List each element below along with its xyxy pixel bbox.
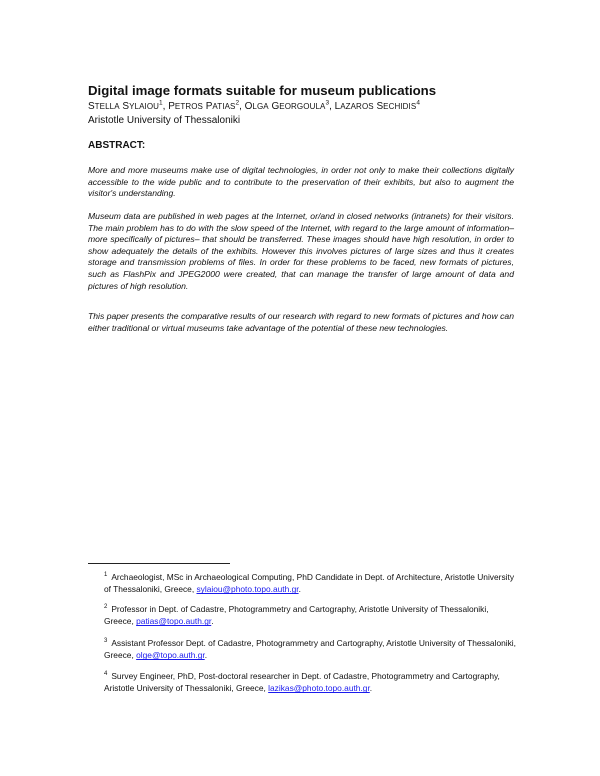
author-4: LAZAROS SECHIDIS$^4$ <box>334 99 420 112</box>
footnote-text: Archaeologist, MSc in Archaeological Computing, PhD Candidate in Dept. of Architecture, Aristotle University of Thessaloniki, Greece, <box>104 572 515 595</box>
author-3: OLGA GEORGOULA$^3$ <box>244 99 330 112</box>
abstract-paragraph: More and more museums make use of digital technologies, in order not only to make their collections digitally accessible to the wide public and to contribute to the preservation of their exhibits, but also to augment the visitor's understanding. <box>88 165 514 199</box>
footnote-text: Professor in Dept. of Cadastre, Photogrammetry and Cartography, Aristotle University of Thessaloniki, Greece, <box>104 604 489 627</box>
email-link[interactable]: patias@topo.auth.gr <box>136 616 212 627</box>
footnote-mark: 2 <box>104 604 108 611</box>
footnote-mark: 4 <box>104 671 108 678</box>
email-link[interactable]: olge@topo.auth.gr <box>136 650 205 661</box>
email-link[interactable]: sylaiou@photo.topo.auth.gr <box>196 584 299 595</box>
author-list: STELLA SYLAIOU$^1$, PETROS PATIAS$^2$, OLGA GEORGOULA$^3$, LAZAROS SECHIDIS$^4$ <box>88 99 420 112</box>
email-link[interactable]: lazikas@photo.topo.auth.gr <box>268 683 370 694</box>
abstract-paragraph: Museum data are published in web pages at the Internet, or/and in closed networks (intranets) for their visitors. The main problem has to do with the slow speed of the Internet, with regard to the large amount of information–more specifically of pictures– that should be transferred. These images should have high resolution, in order to show adequately the details of the exhibits. However this involves pictures of large sizes and thus it creates storage and transmission problems of files. In order for these problems to be faced, new formats of pictures, such as FlashPix and JPEG2000 were created, that can manage the transfer of large amount of data and pictures of high resolution. <box>88 211 514 291</box>
author-footnote-mark: 3 <box>325 99 330 107</box>
footnote-mark: 1 <box>104 572 108 579</box>
footnote-divider <box>88 563 230 564</box>
author-footnote-mark: 4 <box>416 99 420 107</box>
abstract-heading: ABSTRACT: <box>88 140 146 151</box>
footnote-4: $^4$ Survey Engineer, PhD, Post-doctoral researcher in Dept. of Cadastre, Photogrammetry and Cartography, Aristotle University of Thessaloniki, Greece, lazikas@photo.topo.auth.gr. <box>104 671 500 694</box>
paper-title: Digital image formats suitable for museum publications <box>88 83 437 98</box>
author-1: STELLA SYLAIOU$^1$ <box>88 99 163 112</box>
footnote-text: Survey Engineer, PhD, Post-doctoral researcher in Dept. of Cadastre, Photogrammetry and Cartography, Aristotle University of Thessaloniki, Greece, <box>104 671 500 694</box>
affiliation: Aristotle University of Thessaloniki <box>88 115 241 126</box>
abstract-paragraph: This paper presents the comparative results of our research with regard to new formats of pictures and how can either traditional or virtual museums take advantage of the potential of these new technologies. <box>88 311 514 333</box>
footnote-mark: 3 <box>104 638 108 645</box>
footnote-3: $^3$ Assistant Professor Dept. of Cadastre, Photogrammetry and Cartography, Aristotle University of Thessaloniki, Greece, olge@topo.auth.gr. <box>104 638 516 661</box>
author-footnote-mark: 1 <box>159 99 163 107</box>
footnote-1: $^1$ Archaeologist, MSc in Archaeological Computing, PhD Candidate in Dept. of Architecture, Aristotle University of Thessaloniki, Greece, sylaiou@photo.topo.auth.gr. <box>104 572 515 595</box>
footnote-text: Assistant Professor Dept. of Cadastre, Photogrammetry and Cartography, Aristotle University of Thessaloniki, Greece, <box>104 638 516 661</box>
author-2: PETROS PATIAS$^2$ <box>168 99 240 112</box>
footnote-2: $^2$ Professor in Dept. of Cadastre, Photogrammetry and Cartography, Aristotle University of Thessaloniki, Greece, patias@topo.auth.gr. <box>104 604 489 627</box>
author-footnote-mark: 2 <box>235 99 240 107</box>
